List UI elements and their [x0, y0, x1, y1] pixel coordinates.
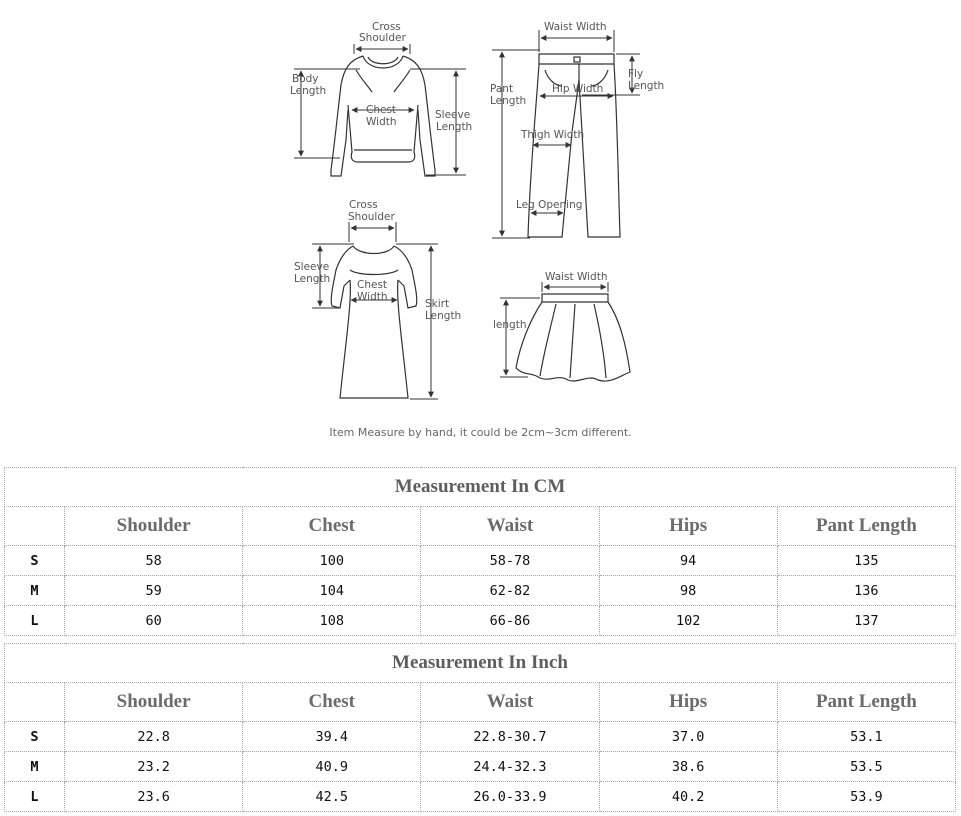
dress-cross-shoulder-label-1: Cross [349, 199, 378, 211]
size-cell: M [5, 752, 65, 782]
table-cell: 104 [243, 576, 421, 606]
size-cell: M [5, 576, 65, 606]
table-cell: 66-86 [421, 606, 599, 636]
column-header: Chest [243, 683, 421, 722]
column-header: Hips [599, 683, 777, 722]
dress-skirt-length-label-2: Length [425, 310, 462, 322]
table-cell: 137 [777, 606, 955, 636]
sweater-body-length-label-2: Length [290, 85, 327, 97]
dress-chest-width-label-2: Width [357, 291, 388, 303]
column-header: Waist [421, 507, 599, 546]
sweater-chest-width-label-1: Chest [366, 104, 397, 116]
table-row [5, 606, 956, 636]
table-cell: 94 [599, 546, 777, 576]
table-row [5, 782, 956, 812]
table-cell: 24.4-32.3 [421, 752, 599, 782]
dress-cross-shoulder-label-2: Shoulder [348, 211, 395, 223]
column-header [5, 507, 65, 546]
table-row [5, 546, 956, 576]
skirt-waist-width-label: Waist Width [545, 271, 608, 283]
pants-thigh-width-label: Thigh Width [521, 129, 585, 141]
dress-skirt-length-label-1: Skirt [425, 298, 450, 310]
table-cell: 135 [777, 546, 955, 576]
pants-pant-length-label-2: Length [490, 95, 527, 107]
table-cell: 39.4 [243, 722, 421, 752]
pants-leg-opening-label: Leg Opening [516, 199, 583, 211]
column-header: Chest [243, 507, 421, 546]
dress-sleeve-length-label-1: Sleeve [294, 261, 330, 273]
table-cell: 53.1 [777, 722, 955, 752]
pants-fly-length-label-2: Length [628, 80, 665, 92]
column-header: Pant Length [777, 683, 955, 722]
dress-chest-width-label-1: Chest [357, 279, 388, 291]
sweater-body-length-label-1: Body [292, 73, 319, 85]
table-title: Measurement In Inch [5, 644, 956, 683]
table-cell: 102 [599, 606, 777, 636]
table-cell: 58 [65, 546, 243, 576]
table-cell: 53.5 [777, 752, 955, 782]
sweater-sleeve-length-label-2: Length [436, 121, 473, 133]
pants-pant-length-label-1: Pant [490, 83, 514, 95]
table-cell: 26.0-33.9 [421, 782, 599, 812]
size-cell: S [5, 722, 65, 752]
table-cell: 100 [243, 546, 421, 576]
pants-hip-width-label: Hip Width [552, 83, 604, 95]
table-cell: 22.8 [65, 722, 243, 752]
column-header: Shoulder [65, 507, 243, 546]
table-cell: 136 [777, 576, 955, 606]
column-header: Pant Length [777, 507, 955, 546]
table-row [5, 752, 956, 782]
sweater-chest-width-label-2: Width [366, 116, 397, 128]
skirt-figure [516, 294, 630, 381]
sweater-sleeve-length-label-1: Sleeve [435, 109, 471, 121]
table-cell: 40.9 [243, 752, 421, 782]
pants-waist-width-label: Waist Width [544, 21, 607, 33]
size-cell: L [5, 782, 65, 812]
table-cell: 98 [599, 576, 777, 606]
dress-figure [331, 246, 417, 398]
size-table-cm [4, 467, 956, 636]
size-table-inch [4, 643, 956, 812]
table-header-row [5, 507, 956, 546]
dress-sleeve-length-label-2: Length [294, 273, 331, 285]
table-title: Measurement In CM [5, 468, 956, 507]
table-cell: 42.5 [243, 782, 421, 812]
table-cell: 108 [243, 606, 421, 636]
column-header [5, 683, 65, 722]
skirt-length-label: length [493, 319, 527, 331]
table-cell: 23.2 [65, 752, 243, 782]
size-cell: S [5, 546, 65, 576]
table-header-row [5, 683, 956, 722]
sweater-cross-shoulder-label-1: Cross [372, 21, 401, 33]
sweater-cross-shoulder-label-2: Shoulder [359, 32, 406, 44]
table-cell: 38.6 [599, 752, 777, 782]
column-header: Waist [421, 683, 599, 722]
table-cell: 22.8-30.7 [421, 722, 599, 752]
table-cell: 40.2 [599, 782, 777, 812]
table-cell: 60 [65, 606, 243, 636]
table-cell: 62-82 [421, 576, 599, 606]
measurement-note: Item Measure by hand, it could be 2cm~3cm different. [329, 426, 632, 439]
table-row [5, 722, 956, 752]
table-row [5, 576, 956, 606]
column-header: Shoulder [65, 683, 243, 722]
table-cell: 23.6 [65, 782, 243, 812]
table-cell: 37.0 [599, 722, 777, 752]
pants-fly-length-label-1: Fly [628, 68, 644, 80]
table-cell: 59 [65, 576, 243, 606]
column-header: Hips [599, 507, 777, 546]
table-cell: 58-78 [421, 546, 599, 576]
size-cell: L [5, 606, 65, 636]
table-cell: 53.9 [777, 782, 955, 812]
